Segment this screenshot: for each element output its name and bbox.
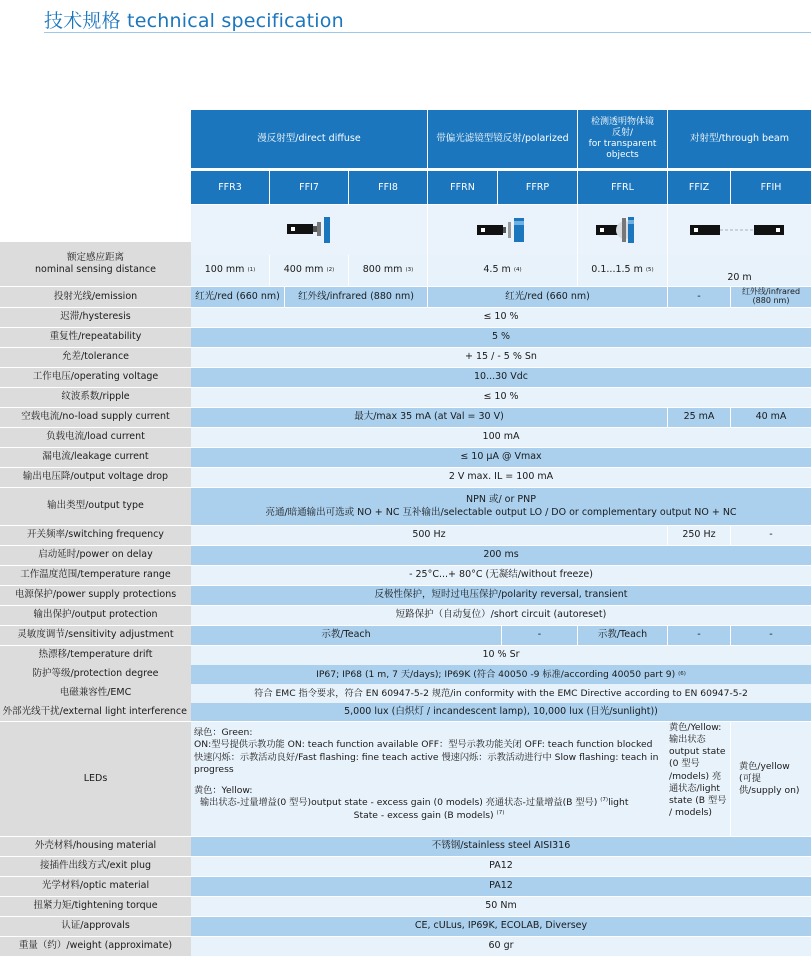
nominal-ffr3-value: 100 mm bbox=[204, 264, 245, 276]
group-through: 对射型/through beam bbox=[668, 110, 811, 168]
leds-description bbox=[191, 722, 667, 836]
label-protection: 防护等级/protection degree bbox=[0, 665, 191, 684]
transparent-sensor-icon bbox=[578, 205, 667, 255]
group-transparent-line1: 检测透明物体镜 bbox=[590, 117, 654, 128]
leds-yellow-output bbox=[194, 797, 664, 809]
delay-value: 200 ms bbox=[191, 546, 811, 565]
light-value: 5,000 lux (白炽灯 / incandescent lamp), 10,000 lux (日光/sunlight)) bbox=[191, 703, 811, 721]
drift-value: 10 % Sr bbox=[191, 646, 811, 665]
tolerance-value: + 15 / - 5 % Sn bbox=[191, 348, 811, 367]
leds-ffiz-l3: output state bbox=[669, 746, 726, 758]
noload-value: 最大/max 35 mA (at Val = 30 V) bbox=[191, 408, 667, 427]
leds-yellow-state bbox=[194, 810, 664, 822]
nominal-ffrl-value: 0.1...1.5 m bbox=[591, 264, 643, 276]
model-ffi7: FFI7 bbox=[270, 171, 348, 204]
model-ffrn: FFRN bbox=[428, 171, 497, 204]
group-transparent-line2: 反射/ bbox=[611, 128, 634, 139]
outtype-line2: 亮通/暗通输出可选或 NO + NC 互补输出/selectable output LO / DO or complementary output NO + NC bbox=[265, 506, 737, 518]
sensitivity-c: 示教/Teach bbox=[578, 626, 667, 645]
weight-value: 60 gr bbox=[191, 937, 811, 956]
optic-value: PA12 bbox=[191, 877, 811, 896]
model-ffih: FFIH bbox=[731, 171, 811, 204]
load-value: 100 mA bbox=[191, 428, 811, 447]
group-transparent-line3: for transparent bbox=[588, 139, 657, 149]
freq-ffiz: 250 Hz bbox=[668, 526, 730, 545]
leds-ffiz-l6: 通状态/light bbox=[669, 782, 721, 794]
label-delay: 启动延时/power on delay bbox=[0, 546, 191, 565]
leds-ffiz-l8: / models) bbox=[669, 806, 712, 818]
note-3: (3) bbox=[405, 266, 414, 273]
label-weight: 重量（约）/weight (approximate) bbox=[0, 937, 191, 956]
leds-green-states: ON:型号提供示教功能 ON: teach function available OFF：型号示教功能关闭 OFF: teach function blocked 快速闪烁：示教活动良好/Fast flashing: fine teach active 慢速闪烁：示教活动进行中 Slow flashing: teach in progress bbox=[194, 739, 659, 776]
protection-text: IP67; IP68 (1 m, 7 天/days); IP69K (符合 40050 -9 标准/according 40050 part 9) bbox=[316, 668, 676, 680]
label-voltage: 工作电压/operating voltage bbox=[0, 368, 191, 387]
leds-ffiz-l5: /models) 亮 bbox=[669, 770, 722, 782]
group-transparent-line4: objects bbox=[606, 149, 639, 160]
leds-ffih: 黄色/yellow (可提供/supply on) bbox=[731, 722, 811, 836]
leds-yellow-output-tail: light bbox=[608, 797, 629, 809]
transparent-sensor-image bbox=[578, 205, 667, 255]
emission-ffiz: - bbox=[668, 287, 730, 307]
protection-value bbox=[191, 665, 811, 684]
nominal-pol-value: 4.5 m bbox=[483, 264, 511, 276]
nominal-ffr3 bbox=[191, 255, 269, 286]
note-2: (2) bbox=[326, 266, 335, 273]
page-title: 技术规格 technical specification bbox=[44, 10, 344, 32]
sensitivity-b: - bbox=[502, 626, 577, 645]
through-sensor-icon bbox=[668, 205, 811, 255]
label-emc: 电磁兼容性/EMC bbox=[0, 684, 191, 703]
group-transparent bbox=[578, 110, 667, 168]
leds-green: 绿色：Green: bbox=[194, 727, 253, 738]
leds-ffiz-l2: 输出状态 bbox=[669, 734, 706, 746]
hysteresis-value: ≤ 10 % bbox=[191, 308, 811, 327]
leds-ffiz-l1: 黄色/Yellow: bbox=[669, 722, 722, 733]
label-optic: 光学材料/optic material bbox=[0, 877, 191, 896]
sensitivity-d: - bbox=[668, 626, 730, 645]
diffuse-sensor-icon bbox=[191, 205, 427, 255]
noload-ffiz: 25 mA bbox=[668, 408, 730, 427]
label-approvals: 认证/approvals bbox=[0, 917, 191, 936]
title-underline bbox=[44, 32, 811, 33]
leakage-value: ≤ 10 μA @ Vmax bbox=[191, 448, 811, 467]
label-noload: 空载电流/no-load supply current bbox=[0, 408, 191, 427]
label-sensitivity: 灵敏度调节/sensitivity adjustment bbox=[0, 626, 191, 645]
emission-polarized: 红光/red (660 nm) bbox=[428, 287, 667, 307]
nominal-through: 20 m bbox=[668, 255, 811, 286]
label-load: 负载电流/load current bbox=[0, 428, 191, 447]
diffuse-sensor-image bbox=[191, 205, 427, 255]
model-ffrl: FFRL bbox=[578, 171, 667, 204]
label-freq: 开关频率/switching frequency bbox=[0, 526, 191, 545]
label-leakage: 漏电流/leakage current bbox=[0, 448, 191, 467]
model-ffr3: FFR3 bbox=[191, 171, 269, 204]
label-plug: 接插件出线方式/exit plug bbox=[0, 857, 191, 876]
model-ffi8: FFI8 bbox=[349, 171, 427, 204]
polarized-sensor-image bbox=[428, 205, 577, 255]
note-7a: (7) bbox=[600, 797, 609, 804]
plug-value: PA12 bbox=[191, 857, 811, 876]
note-1: (1) bbox=[247, 266, 256, 273]
leds-ffiz bbox=[667, 722, 730, 836]
freq-ffih: - bbox=[731, 526, 811, 545]
label-nominal-en: nominal sensing distance bbox=[35, 264, 156, 275]
sensitivity-e: - bbox=[731, 626, 811, 645]
label-tolerance: 允差/tolerance bbox=[0, 348, 191, 367]
note-6: (6) bbox=[678, 670, 686, 677]
emission-ffr3: 红光/red (660 nm) bbox=[191, 287, 284, 307]
voltage-value: 10...30 Vdc bbox=[191, 368, 811, 387]
nominal-ffi8-value: 800 mm bbox=[362, 264, 403, 276]
outtype-value bbox=[191, 488, 811, 525]
nominal-polarized bbox=[428, 255, 577, 286]
label-temp: 工作温度范围/temperature range bbox=[0, 566, 191, 585]
leds-yellow-state-text: State - excess gain (B models) bbox=[353, 809, 494, 821]
emission-ffih-line1: 红外线/infrared bbox=[741, 287, 801, 297]
emission-ffih bbox=[731, 287, 811, 307]
sensitivity-a: 示教/Teach bbox=[191, 626, 501, 645]
repeatability-value: 5 % bbox=[191, 328, 811, 347]
nominal-ffi8 bbox=[349, 255, 427, 286]
note-7b: (7) bbox=[496, 809, 505, 816]
label-torque: 扭紧力矩/tightening torque bbox=[0, 897, 191, 916]
leds-ffiz-l4: (0 型号 bbox=[669, 758, 700, 770]
emission-ffi78: 红外线/infrared (880 nm) bbox=[285, 287, 427, 307]
nominal-ffrl bbox=[578, 255, 667, 286]
nominal-ffi7 bbox=[270, 255, 348, 286]
leds-yellow: 黄色：Yellow: bbox=[194, 784, 253, 796]
through-sensor-image bbox=[668, 205, 811, 255]
housing-value: 不锈钢/stainless steel AISI316 bbox=[191, 837, 811, 856]
label-ripple: 纹波系数/ripple bbox=[0, 388, 191, 407]
label-repeatability: 重复性/repeatability bbox=[0, 328, 191, 347]
label-drop: 输出电压降/output voltage drop bbox=[0, 468, 191, 487]
outtype-line1: NPN 或/ or PNP bbox=[466, 494, 536, 506]
emc-value: 符合 EMC 指令要求，符合 EN 60947-5-2 规范/in conformity with the EMC Directive according to EN 60947-5-2 bbox=[191, 684, 811, 703]
nominal-ffi7-value: 400 mm bbox=[283, 264, 324, 276]
group-diffuse: 漫反射型/direct diffuse bbox=[191, 110, 427, 168]
ripple-value: ≤ 10 % bbox=[191, 388, 811, 407]
freq-value: 500 Hz bbox=[191, 526, 667, 545]
emission-ffih-line2: (880 nm) bbox=[752, 296, 790, 305]
supplyprot-value: 反极性保护，短时过电压保护/polarity reversal, transient bbox=[191, 586, 811, 605]
label-leds: LEDs bbox=[0, 722, 191, 836]
label-nominal-distance bbox=[0, 242, 191, 286]
label-outtype: 输出类型/output type bbox=[0, 488, 191, 525]
group-polarized: 带偏光滤镜型镜反射/polarized bbox=[428, 110, 577, 168]
drop-value: 2 V max. IL = 100 mA bbox=[191, 468, 811, 487]
leds-yellow-output-text: 输出状态-过量增益(0 型号)output state - excess gain (0 models) 亮通状态-过量增益(B 型号) bbox=[200, 797, 598, 809]
label-nominal-cn: 额定感应距离 bbox=[66, 251, 124, 263]
model-ffiz: FFIZ bbox=[668, 171, 730, 204]
label-housing: 外壳材料/housing material bbox=[0, 837, 191, 856]
note-4: (4) bbox=[513, 266, 522, 273]
outprot-value: 短路保护（自动复位）/short circuit (autoreset) bbox=[191, 606, 811, 625]
model-ffrp: FFRP bbox=[498, 171, 577, 204]
note-5: (5) bbox=[645, 266, 654, 273]
label-outprot: 输出保护/output protection bbox=[0, 606, 191, 625]
polarized-sensor-icon bbox=[428, 205, 577, 255]
label-emission: 投射光线/emission bbox=[0, 287, 191, 307]
approvals-value: CE, cULus, IP69K, ECOLAB, Diversey bbox=[191, 917, 811, 936]
label-hysteresis: 迟滞/hysteresis bbox=[0, 308, 191, 327]
label-drift: 热漂移/temperature drift bbox=[0, 646, 191, 665]
torque-value: 50 Nm bbox=[191, 897, 811, 916]
label-light: 外部光线干扰/external light interference bbox=[0, 703, 191, 721]
leds-ffiz-l7: state (B 型号 bbox=[669, 794, 727, 806]
label-supplyprot: 电源保护/power supply protections bbox=[0, 586, 191, 605]
noload-ffih: 40 mA bbox=[731, 408, 811, 427]
temp-value: - 25°C...+ 80°C (无凝结/without freeze) bbox=[191, 566, 811, 585]
